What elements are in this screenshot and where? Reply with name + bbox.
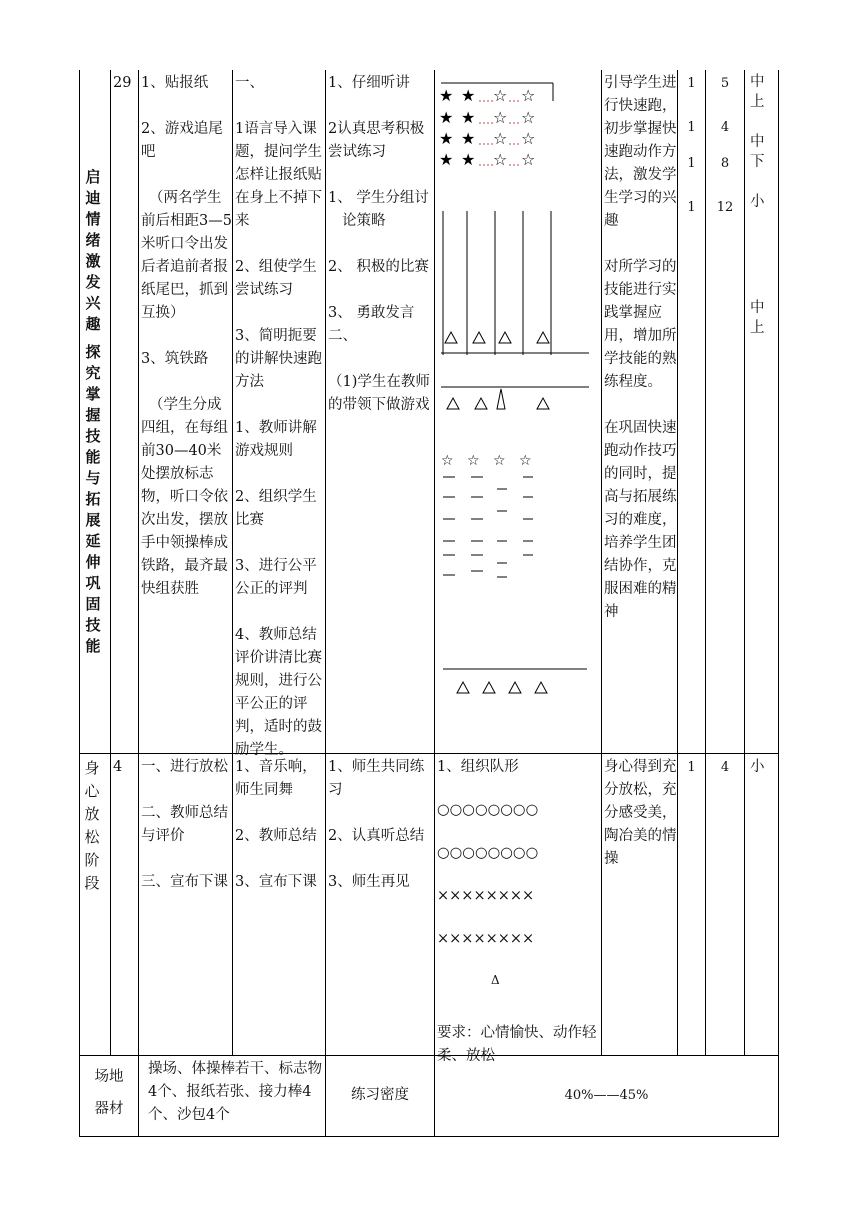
svg-text:☆: ☆: [467, 453, 480, 469]
svg-text:☆: ☆: [521, 129, 536, 148]
density-value: 40%——45%: [564, 1088, 649, 1103]
student-item: 2、 积极的比赛: [328, 259, 429, 275]
svg-text:★: ★: [461, 150, 476, 169]
reps-value: 1: [687, 200, 696, 215]
org-row: ○○○○○○○○: [437, 802, 539, 818]
content-item: 二、教师总结与评价: [141, 805, 228, 844]
intent-item: 引导学生进行快速跑，初步掌握快速跑动作方法，激发学生学习的兴趣: [604, 75, 677, 229]
teacher-item: 3、简明扼要的讲解快速跑方法: [235, 328, 322, 390]
row2-intent: 身心得到充分放松，充分感受美，陶冶美的情操: [604, 759, 677, 867]
svg-text:☆: ☆: [521, 108, 536, 127]
row1-minutes: [706, 72, 744, 219]
org-row: ○○○○○○○○: [437, 845, 539, 861]
teacher-item: 1语言导入课题，提问学生怎样让报纸贴在身上不掉下来: [235, 121, 322, 229]
svg-text:★: ★: [439, 108, 454, 127]
density-label: 练习密度: [351, 1087, 409, 1103]
intensity-value: 中上: [750, 74, 765, 110]
star-rows: [439, 86, 535, 169]
minutes-value: 5: [720, 76, 730, 91]
student-item: 2认真思考积极尝试练习: [328, 121, 425, 160]
minutes-value: 12: [716, 200, 734, 215]
content-item: 一、进行放松: [141, 759, 228, 775]
row1-reps: [678, 72, 705, 219]
row2-content: [141, 756, 233, 894]
content-item: 三、宣布下课: [141, 874, 228, 890]
student-item: 1、仔细听讲: [328, 75, 410, 91]
svg-text:★: ★: [461, 108, 476, 127]
org-row: ××××××××: [437, 931, 535, 947]
row1-content: [141, 72, 233, 601]
student-item: 3、 勇敢发言: [328, 305, 415, 321]
row2-reps: 1: [687, 760, 696, 775]
svg-text:☆: ☆: [519, 453, 532, 469]
row2-teacher: [235, 756, 327, 894]
org-teacher-marker: Δ: [491, 973, 500, 987]
minutes-value: 8: [720, 156, 730, 171]
svg-text:☆: ☆: [441, 453, 454, 469]
reps-value: 1: [687, 156, 696, 171]
svg-text:☆: ☆: [493, 108, 508, 127]
teacher-item: 2、组使学生尝试练习: [235, 259, 317, 298]
content-item: 2、游戏追尾吧: [141, 121, 223, 160]
organization-diagram: [435, 71, 601, 701]
intent-item: 对所学习的技能进行实践掌握应用，增加所学技能的熟练程度。: [604, 259, 677, 390]
reps-value: 1: [687, 76, 696, 91]
student-item: （1)学生在教师的带领下做游戏: [328, 374, 430, 413]
svg-text:☆: ☆: [521, 86, 536, 105]
row1-intensity: [750, 72, 776, 338]
svg-text:★: ★: [461, 86, 476, 105]
svg-text:☆: ☆: [493, 453, 506, 469]
student-item: 二、: [328, 328, 357, 344]
svg-text:☆: ☆: [493, 86, 508, 105]
row1-time: 29: [113, 75, 132, 91]
finish-markers: [457, 682, 547, 693]
svg-text:★: ★: [439, 129, 454, 148]
row2-student: [328, 756, 434, 894]
svg-text:☆: ☆: [493, 150, 508, 169]
row1-teacher: [235, 72, 327, 762]
stage-title-inspire: 启 迪 情 绪 激 发 兴 趣: [85, 168, 101, 333]
student-item: 2、认真听总结: [328, 828, 425, 844]
intent-item: 在巩固快速跑动作技巧的同时，提高与拓展练习的难度，培养学生团结协作，克服困难的精神: [604, 420, 677, 620]
intensity-value: 中下: [750, 134, 765, 170]
row2-time: 4: [113, 759, 123, 775]
teacher-item: 2、组织学生比赛: [235, 489, 317, 528]
student-item: 3、师生再见: [328, 874, 410, 890]
teacher-item: 一、: [235, 75, 264, 91]
stage-title-relax: 身 心 放 松 阶 段: [84, 759, 100, 892]
row1-intent: [604, 72, 677, 624]
teacher-item: 1、音乐响，师生同舞: [235, 759, 317, 798]
intensity-value: 中上: [750, 300, 765, 336]
org-row: ××××××××: [437, 888, 535, 904]
svg-text:★: ★: [439, 150, 454, 169]
venue-label: 场地 器材: [94, 1069, 124, 1117]
student-item: 1、 学生分组讨论策略: [328, 190, 429, 229]
teacher-item: 4、教师总结评价讲清比赛规则，进行公平公正的评判，适时的鼓励学生。: [235, 627, 322, 758]
svg-text:☆: ☆: [521, 150, 536, 169]
teacher-item: 2、教师总结: [235, 828, 317, 844]
lane-markers: [445, 332, 549, 409]
relay-stars: [441, 453, 532, 469]
content-item: 1、贴报纸: [141, 75, 209, 91]
svg-text:★: ★: [461, 129, 476, 148]
row1-student: [328, 72, 434, 417]
svg-text:★: ★: [439, 86, 454, 105]
content-item: 3、筑铁路: [141, 351, 209, 367]
row2-minutes: 4: [720, 760, 730, 775]
row2-intensity: 小: [750, 759, 765, 775]
student-item: 1、师生共同练习: [328, 759, 425, 798]
row2-organization: [437, 756, 601, 1068]
org-title: 1、组织队形: [437, 759, 519, 775]
venue-value: 操场、体操棒若干、标志物4个、报纸若张、接力棒4个、沙包4个: [148, 1061, 322, 1123]
org-requirement: 要求：心情愉快、动作轻柔、放松: [437, 1025, 597, 1064]
reps-value: 1: [687, 120, 696, 135]
content-item: （两名学生前后相距3—5米听口令出发后者追前者报纸尾巴，抓到互换）: [141, 190, 232, 321]
teacher-item: 3、进行公平公正的评判: [235, 558, 317, 597]
content-item: （学生分成四组，在每组前30—40米处摆放标志物，听口令依次出发，摆放手中领操棒成铁路，最齐最快组获胜: [141, 397, 228, 597]
stage-title-explore: 探 究 掌 握 技 能 与 拓 展 延 伸 巩 固 技 能: [85, 343, 101, 655]
svg-text:☆: ☆: [493, 129, 508, 148]
intensity-value: 小: [750, 194, 765, 210]
relay-dashes: [443, 477, 533, 577]
teacher-item: 3、宣布下课: [235, 874, 317, 890]
teacher-item: 1、教师讲解游戏规则: [235, 420, 317, 459]
minutes-value: 4: [720, 120, 730, 135]
